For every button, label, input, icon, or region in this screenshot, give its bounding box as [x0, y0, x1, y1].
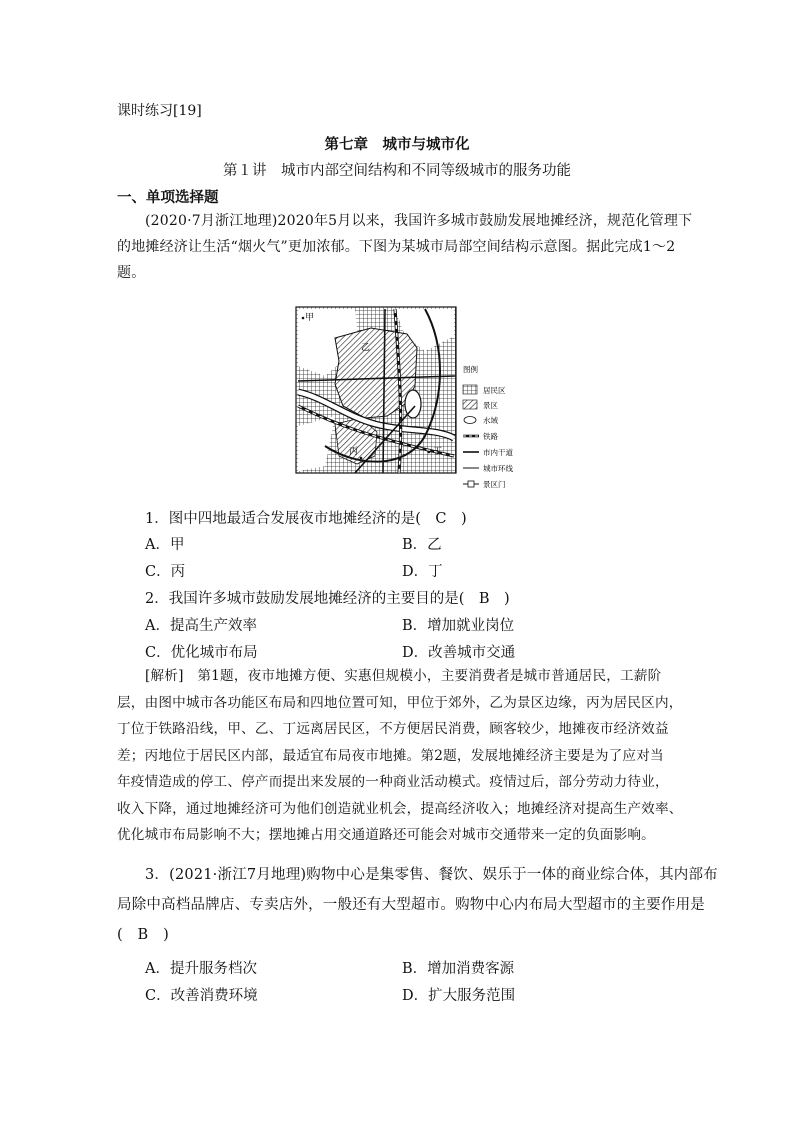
label-bing: 丙 — [349, 447, 359, 457]
analysis-line: 优化城市布局影响不大；摆地摊占用交通道路还可能会对城市交通带来一定的负面影响。 — [117, 827, 655, 843]
analysis-line: 丁位于铁路沿线，甲、乙、丁远离居民区，不方便居民消费，顾客较少，地摊夜市经济效益 — [117, 721, 669, 737]
map-legend — [463, 364, 513, 489]
analysis-paragraph — [117, 663, 683, 849]
intro-line: 的地摊经济让生活“烟火气”更加浓郁。下图为某城市局部空间结构示意图。据此完成1～2 — [117, 239, 676, 255]
question-2-stem: 2．我国许多城市鼓励发展地摊经济的主要目的是( B ) — [145, 591, 510, 607]
analysis-line: 差；丙地位于居民区内部，最适宜布局夜市地摊。第2题，发展地摊经济主要是为了应对当 — [117, 747, 664, 764]
q1-option-d: D．丁 — [402, 564, 443, 580]
analysis-line: 年疫情造成的停工、停产而提出来发展的一种商业活动模式。疫情过后，部分劳动力待业， — [117, 774, 669, 790]
q2-option-a: A．提高生产效率 — [145, 618, 257, 634]
legend-railway: 铁路 — [483, 432, 498, 441]
practice-label: 课时练习[19] — [117, 103, 202, 119]
intro-paragraph — [117, 208, 693, 286]
intro-line: 题。 — [117, 265, 146, 281]
analysis-line: 层，由图中城市各功能区布局和四地位置可知，甲位于郊外，乙为景区边缘，丙为居民区内， — [117, 694, 683, 711]
q3-line: 局除中高档品牌店、专卖店外，一般还有大型超市。购物中心内布局大型超市的主要作用是 — [117, 897, 705, 913]
q3-option-a: A．提升服务档次 — [145, 961, 257, 977]
question-3-stem — [117, 860, 718, 950]
legend-water: 水域 — [483, 416, 498, 425]
q3-option-b: B．增加消费客源 — [402, 961, 515, 977]
q3-line: ( B ) — [117, 927, 169, 943]
q1-option-b: B．乙 — [402, 537, 442, 553]
legend-gate: 景区门 — [483, 480, 506, 489]
city-structure-map — [295, 306, 535, 494]
q2-option-c: C．优化城市布局 — [145, 645, 258, 661]
analysis-line: [解析] 第1题，夜市地摊方便、实惠但规模小，主要消费者是城市普通居民，工薪阶 — [145, 668, 662, 684]
q1-option-c: C．丙 — [145, 564, 186, 580]
q1-option-a: A．甲 — [145, 537, 185, 553]
legend-scenic: 景区 — [483, 401, 498, 410]
question-1-stem: 1．图中四地最适合发展夜市地摊经济的是( C ) — [145, 511, 467, 527]
chapter-title: 第七章 城市与城市化 — [324, 136, 470, 153]
legend-arterial: 市内干道 — [483, 448, 513, 457]
lecture-title: 第１讲 城市内部空间结构和不同等级城市的服务功能 — [223, 163, 571, 179]
analysis-line: 收入下降，通过地摊经济可为他们创造就业机会，提高经济收入；地摊经济对提高生产效率、 — [117, 800, 683, 817]
q3-option-c: C．改善消费环境 — [145, 988, 258, 1004]
q3-option-d: D．扩大服务范围 — [402, 988, 516, 1004]
legend-ring-road: 城市环线 — [483, 464, 513, 473]
label-ding: 丁 — [433, 447, 443, 457]
q2-option-d: D．改善城市交通 — [402, 645, 516, 661]
legend-residential: 居民区 — [483, 386, 506, 395]
label-jia: 甲 — [305, 313, 315, 323]
q3-line: 3．(2021·浙江7月地理)购物中心是集零售、餐饮、娱乐于一体的商业综合体，其内部布 — [145, 867, 718, 883]
legend-title: 图例 — [463, 365, 478, 374]
q2-option-b: B．增加就业岗位 — [402, 618, 515, 634]
label-yi: 乙 — [361, 343, 371, 353]
section-heading: 一、单项选择题 — [117, 189, 219, 206]
intro-line: (2020·7月浙江地理)2020年5月以来，我国许多城市鼓励发展地摊经济，规范化管理下 — [145, 213, 693, 229]
